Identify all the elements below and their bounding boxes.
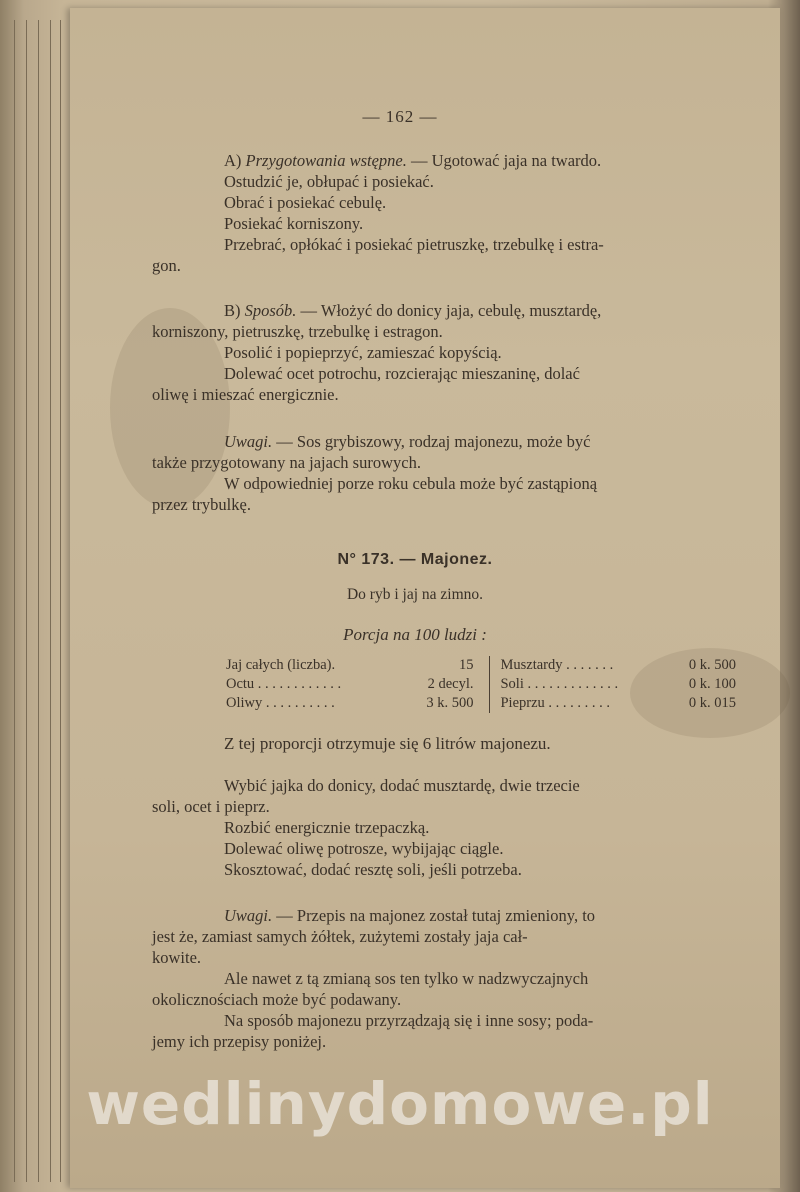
text-line: soli, ocet i pieprz.	[152, 797, 270, 816]
text-line: także przygotowany na jajach surowych.	[152, 453, 421, 472]
section-a-title: Przygotowania wstępne.	[245, 151, 407, 170]
text-line: Wybić jajka do donicy, dodać musztardę, dwie trzecie	[224, 776, 580, 795]
text-line: W odpowiedniej porze roku cebula może być zastąpioną	[224, 474, 598, 493]
text-line: Posolić i popieprzyć, zamieszać kopyścią.	[224, 343, 502, 362]
notes-2-title: Uwagi.	[224, 906, 273, 925]
text-line: Posiekać korniszony.	[224, 214, 364, 233]
text-line: korniszony, pietruszkę, trzebulkę i estragon.	[152, 322, 443, 341]
page-number: — 162 —	[362, 107, 438, 126]
recipe-portion: Porcja na 100 ludzi :	[343, 625, 487, 644]
text-line: Dolewać oliwę potrosze, wybijając ciągle.	[224, 839, 504, 858]
text-line: przez trybulkę.	[152, 495, 251, 514]
text-line: Ostudzić je, obłupać i posiekać.	[224, 172, 434, 191]
text-line: Rozbić energicznie trzepaczką.	[224, 818, 430, 837]
recipe-heading	[80, 549, 750, 570]
text-line: oliwę i mieszać energicznie.	[152, 385, 339, 404]
ingredients-table	[226, 656, 736, 713]
recipe-method	[152, 775, 748, 880]
recipe-name: — Majonez.	[399, 551, 493, 568]
text-line: Na sposób majonezu przyrządzają się i inne sosy; poda-	[224, 1011, 594, 1030]
text-line: gon.	[152, 256, 181, 275]
recipe-subtitle: Do ryb i jaj na zimno.	[346, 586, 484, 603]
table-row: Octu . . . . . . . . . . . . 2 decyl. Soli . . . . . . . . . . . . . 0 k. 100	[226, 676, 736, 692]
recipe-yield: Z tej proporcji otrzymuje się 6 litrów majonezu.	[224, 734, 551, 753]
text-line: Ale nawet z tą zmianą sos ten tylko w nadzwyczajnych	[224, 969, 589, 988]
text-line: jemy ich przepisy poniżej.	[152, 1032, 327, 1051]
text-line: kowite.	[152, 948, 202, 967]
section-b-label: B)	[224, 301, 241, 320]
text-line: Obrać i posiekać cebulę.	[224, 193, 387, 212]
recipe-number: N° 173.	[337, 551, 395, 568]
text-line: okolicznościach może być podawany.	[152, 990, 402, 1009]
notes-2: Uwagi. — Przepis na majonez został tutaj zmieniony, to jest że, zamiast samych żółtek, zużytemi zostały jaja cał- kowite. Ale nawet z tą zmianą sos ten tylko w nadzwyczajnych okolicznościach może być podawany. Na sposób majonezu przyrządzają się i inne sosy; poda- jemy ich przepisy poniżej.	[152, 905, 748, 1052]
section-b-title: Sposób.	[244, 301, 297, 320]
section-a: A) Przygotowania wstępne. — Ugotować jaja na twardo. Ostudzić je, obłupać i posiekać. Obrać i posiekać cebulę. Posiekać korniszony. Przebrać, opłókać i posiekać pietruszkę, trzebulkę i estra- gon.	[152, 150, 748, 276]
text-line: Skosztować, dodać resztę soli, jeśli potrzeba.	[224, 860, 522, 879]
text-line: jest że, zamiast samych żółtek, zużytemi zostały jaja cał-	[152, 927, 528, 946]
notes-1: Uwagi. — Sos grybiszowy, rodzaj majonezu, może być także przygotowany na jajach surowych. W odpowiedniej porze roku cebula może być zastąpioną przez trybulkę.	[152, 431, 748, 515]
notes-1-title: Uwagi.	[224, 432, 273, 451]
text-line: Dolewać ocet potrochu, rozcierając mieszaninę, dolać	[224, 364, 580, 383]
section-a-label: A)	[224, 151, 242, 170]
watermark: wedlinydomowe.pl	[86, 1070, 714, 1138]
table-row: Oliwy . . . . . . . . . . 3 k. 500 Pieprzu . . . . . . . . . 0 k. 015	[226, 695, 736, 711]
section-b: B) Sposób. — Włożyć do donicy jaja, cebulę, musztardę, korniszony, pietruszkę, trzebulkę i estragon. Posolić i popieprzyć, zamieszać kopyścią. Dolewać ocet potrochu, rozcierając mieszaninę, dolać oliwę i mieszać energicznie.	[152, 300, 748, 405]
table-row: Jaj całych (liczba). 15 Musztardy . . . . . . . 0 k. 500	[226, 657, 736, 673]
text-line: Przebrać, opłókać i posiekać pietruszkę, trzebulkę i estra-	[224, 235, 604, 254]
